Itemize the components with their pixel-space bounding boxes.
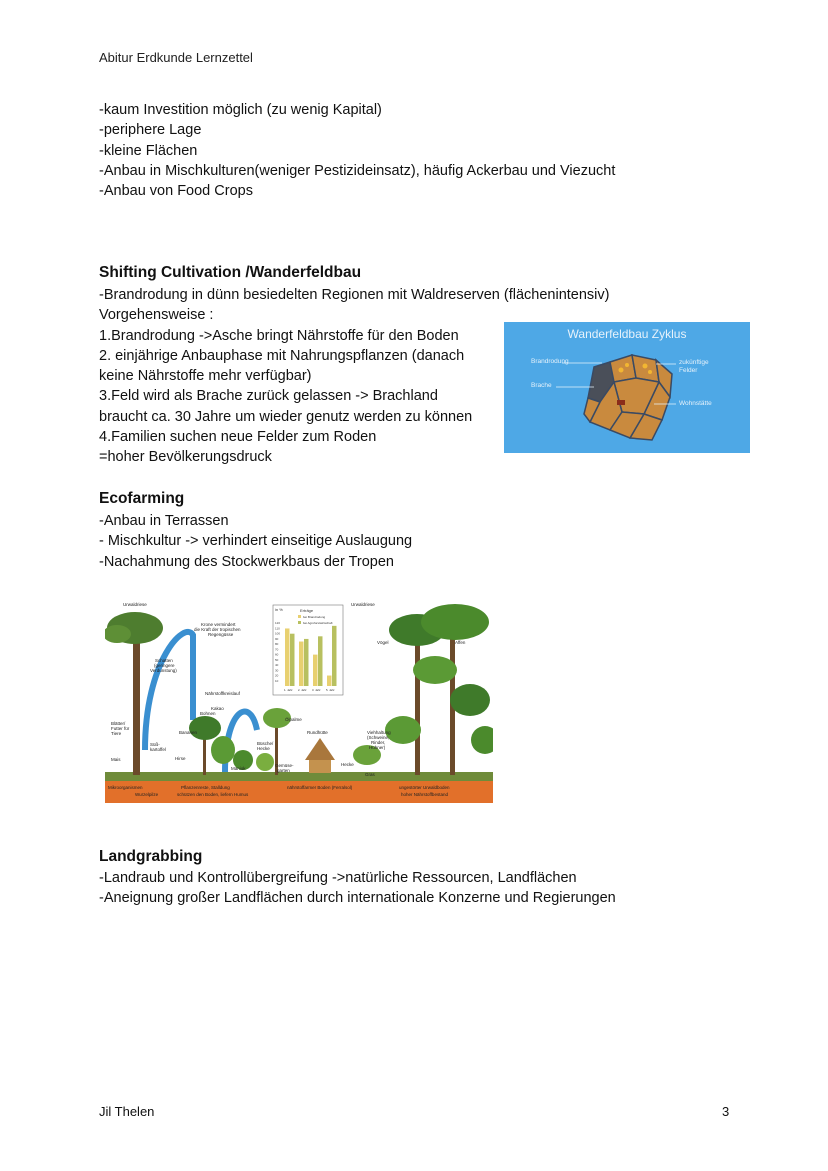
- label: Krone vermindert: [201, 622, 236, 627]
- label: (Schweine,: [367, 735, 390, 740]
- list-item: -periphere Lage: [99, 122, 202, 139]
- legend-swatch: [298, 621, 301, 624]
- landgrabbing-list: [99, 868, 616, 909]
- label: Wurzelpilze: [135, 792, 159, 797]
- bar-1-1: [304, 639, 309, 686]
- label: Hühner): [369, 745, 386, 750]
- label: Gemüse-: [275, 763, 294, 768]
- page-number: 3: [722, 1104, 730, 1119]
- label: Nährstoffkreislauf: [205, 691, 240, 696]
- chart-title: Erträge: [300, 608, 314, 613]
- ecofarming-list: [99, 511, 412, 572]
- y-tick-label: 60: [275, 652, 279, 657]
- label: Urwaldriese: [351, 602, 375, 607]
- bar-1-3: [332, 626, 337, 686]
- x-tick-label: 2. Jahr: [298, 688, 307, 692]
- diagram-title: Wanderfeldbau Zyklus: [567, 327, 687, 341]
- section-heading-ecofarming: Ecofarming: [99, 490, 185, 507]
- label: Ölpalme: [285, 717, 302, 722]
- label: Viehhaltung: [367, 730, 391, 735]
- y-tick-label: 30: [275, 668, 279, 673]
- ground-strip: [105, 772, 493, 781]
- bar-1-2: [318, 636, 323, 686]
- bar-0-0: [285, 628, 290, 686]
- paragraph-line: keine Nährstoffe mehr verfügbar): [99, 368, 312, 385]
- y-tick-label: 100: [275, 631, 281, 636]
- paragraph-line: 3.Feld wird als Brache zurück gelassen -> Brachland: [99, 388, 438, 405]
- y-tick-label: 80: [275, 642, 279, 647]
- list-item: -Anbau von Food Crops: [99, 183, 253, 200]
- field-ring: [584, 355, 672, 440]
- paragraph-line: 4.Familien suchen neue Felder zum Roden: [99, 429, 377, 446]
- label: Regengüsse: [208, 632, 234, 637]
- label: Hirse: [175, 756, 186, 761]
- x-tick-label: 3. Jahr: [312, 688, 321, 692]
- y-tick-label: 50: [275, 657, 279, 662]
- list-item: -Landraub und Kontrollübergreifung ->natürliche Ressourcen, Landflächen: [99, 870, 577, 886]
- round-hut: [305, 738, 335, 773]
- x-tick-label: 5. Jahr: [326, 688, 335, 692]
- y-tick-label: 20: [275, 673, 279, 678]
- legend-label: bei Brandrodung: [303, 615, 326, 619]
- x-tick-label: 1. Jahr: [284, 688, 293, 692]
- label: Bananen: [179, 730, 198, 735]
- y-tick-label: 90: [275, 636, 279, 641]
- label: Rundhütte: [307, 730, 328, 735]
- label: Blätter/: [111, 721, 126, 726]
- y-tick-label: 10: [275, 678, 279, 683]
- section-heading-shifting: Shifting Cultivation /Wanderfeldbau: [99, 264, 362, 281]
- list-item: - Mischkultur -> verhindert einseitige Auslaugung: [99, 533, 413, 550]
- label: Mikroorganismen: [108, 785, 143, 790]
- y-tick-label: 40: [275, 663, 279, 668]
- y-tick-label: 110: [275, 626, 280, 631]
- label: Urwaldriese: [123, 602, 147, 607]
- label-zukuenftige: zukünftige: [679, 359, 709, 366]
- label: Bohnen: [200, 711, 216, 716]
- list-item: -Anbau in Mischkulturen(weniger Pestizideinsatz), häufig Ackerbau und Viezucht: [99, 162, 616, 179]
- label-wohnstaette: Wohnstätte: [679, 400, 712, 407]
- paragraph-line: -Brandrodung in dünn besiedelten Regionen mit Waldreserven (flächenintensiv): [99, 287, 610, 303]
- section-heading-landgrabbing: Landgrabbing: [99, 848, 203, 865]
- label-brache: Brache: [531, 382, 552, 389]
- label: ungestörter Urwaldboden: [399, 785, 450, 790]
- list-item: -Anbau in Terrassen: [99, 513, 229, 529]
- agroforestry-figure: [105, 600, 493, 803]
- label: Hecke: [257, 746, 270, 751]
- y-tick-label: 120: [275, 621, 281, 626]
- intro-list: [99, 100, 615, 201]
- label: die Kraft der tropischen: [194, 627, 241, 632]
- legend-swatch: [298, 615, 301, 618]
- label-brandrodung: Brandrodung: [531, 358, 569, 365]
- label: Tiere: [111, 731, 122, 736]
- label: kartoffel: [150, 747, 166, 752]
- list-item: -Aneignung großer Landflächen durch internationale Konzerne und Regierungen: [99, 890, 616, 907]
- label: Hecke: [341, 762, 354, 767]
- label: garten: [277, 768, 290, 773]
- paragraph-line: Vorgehensweise :: [99, 307, 214, 324]
- label: Futter für: [111, 726, 130, 731]
- label: Kakao: [211, 706, 224, 711]
- label: Pflanzenreste, Stalldung: [181, 785, 230, 790]
- bar-0-1: [299, 642, 304, 686]
- label: Affen: [455, 640, 466, 645]
- label: Vögel: [377, 640, 389, 645]
- bar-1-0: [290, 634, 295, 686]
- list-item: -kaum Investition möglich (zu wenig Kapital): [99, 102, 382, 118]
- label: Süß-: [150, 742, 160, 747]
- hut-icon: [617, 400, 625, 405]
- bar-0-2: [313, 655, 318, 686]
- list-item: -Nachahmung des Stockwerkbaus der Tropen: [99, 553, 394, 570]
- paragraph-line: 2. einjährige Anbauphase mit Nahrungspflanzen (danach: [99, 347, 465, 364]
- bar-0-3: [327, 676, 332, 686]
- chart-ylabel: in %: [275, 607, 283, 612]
- label: Schatten: [155, 658, 173, 663]
- list-item: -kleine Flächen: [99, 142, 198, 159]
- label: Rinder,: [371, 740, 386, 745]
- yield-chart: [273, 605, 343, 695]
- paragraph-line: 1.Brandrodung ->Asche bringt Nährstoffe für den Boden: [99, 327, 459, 344]
- label: schützen den Boden, liefern Humus: [177, 792, 249, 797]
- label: Gras: [365, 772, 375, 777]
- paragraph-line: =hoher Bevölkerungsdruck: [99, 449, 272, 466]
- document-header: Abitur Erdkunde Lernzettel: [99, 50, 253, 65]
- y-tick-label: 70: [275, 647, 279, 652]
- footer-author: Jil Thelen: [99, 1104, 155, 1119]
- label: nährstoffarmer Boden (Ferralsol): [287, 785, 353, 790]
- label: Büsche/: [257, 741, 274, 746]
- label: (geringere: [154, 663, 175, 668]
- agroforestry-illustration: [105, 600, 493, 803]
- label: Mais: [111, 757, 121, 762]
- paragraph-line: braucht ca. 30 Jahre um wieder genutz werden zu können: [99, 408, 473, 425]
- label: Verdunstung): [150, 668, 177, 673]
- label-felder: Felder: [679, 367, 698, 374]
- legend-label: bei Agroforstwirtschaft: [303, 621, 333, 625]
- wanderfeldbau-cycle-diagram: [504, 322, 750, 453]
- label: hoher Nährstoffbestand: [401, 792, 448, 797]
- label: Maniok: [231, 766, 246, 771]
